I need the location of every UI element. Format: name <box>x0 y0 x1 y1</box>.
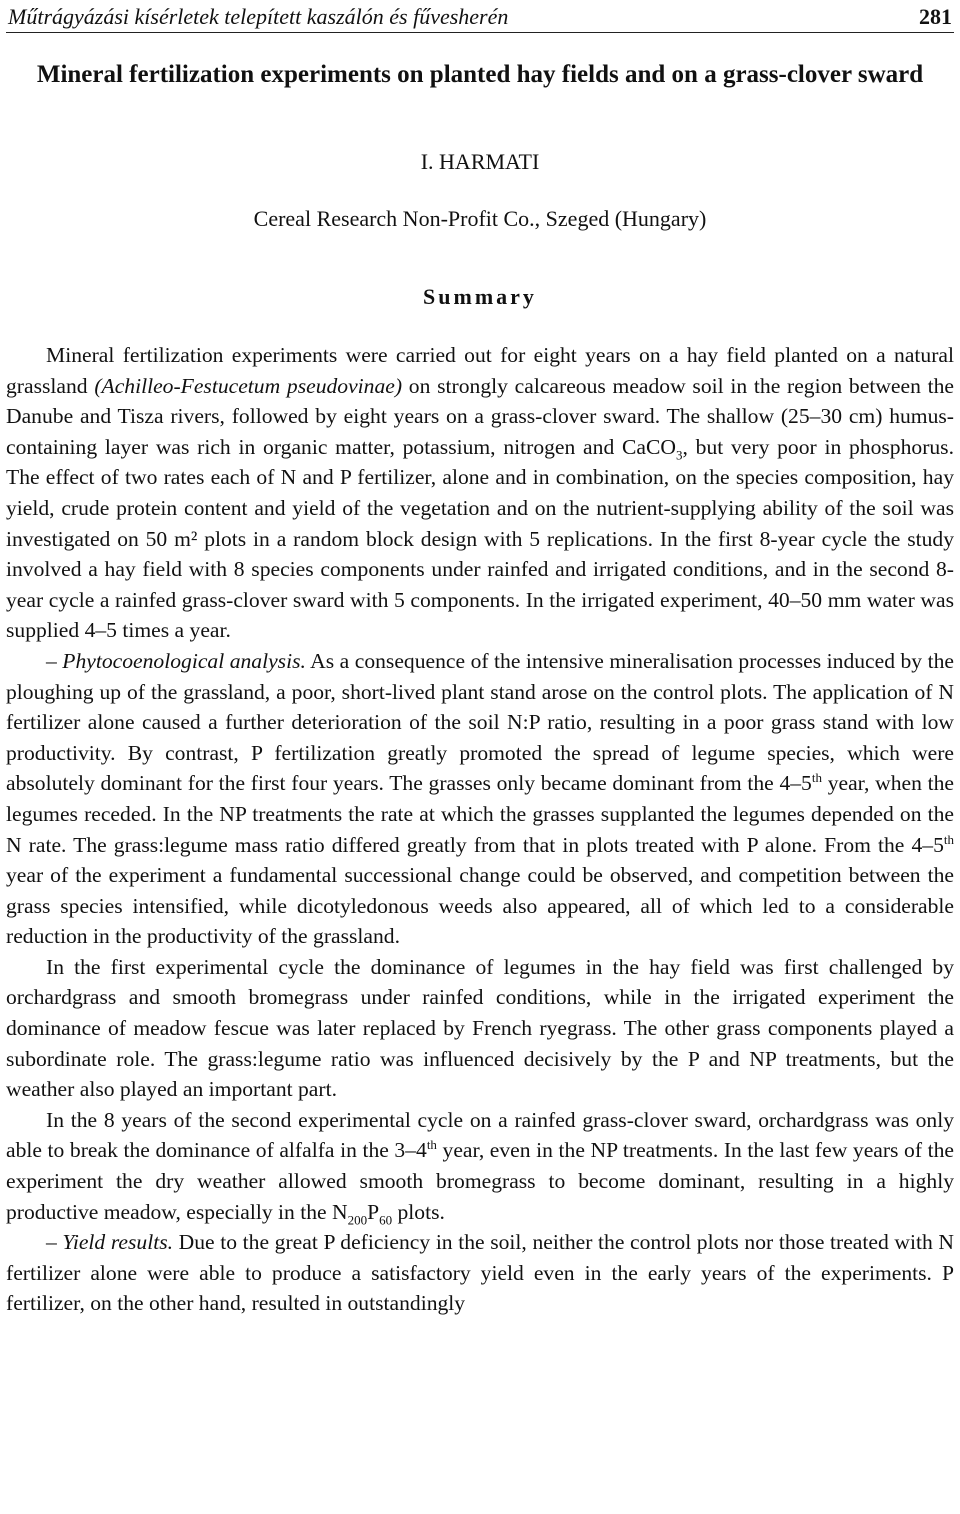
summary-paragraph-5 <box>6 1227 954 1319</box>
text-run: Mineral fertilization experiments were carried out for eight years on a hay field planted on a natural grassland <box>6 343 954 398</box>
summary-paragraph-3: In the first experimental cycle the dominance of legumes in the hay field was first challenged by orchardgrass and smooth bromegrass under rainfed conditions, while in the irrigated experiment the dominance of meadow fescue was later replaced by French ryegrass. The other grass components played a subordinate role. The grass:legume ratio was influenced decisively by the P and NP treatments, but the weather also played an important part. <box>6 954 954 1102</box>
section-lead: Yield results. <box>62 1230 174 1255</box>
page-number: 281 <box>919 4 952 29</box>
text-run: , but very poor in phosphorus. The effect of two rates each of N and P fertilizer, alone and in combination, on the species composition, hay yield, crude protein content and yield of the vegetation and on the nutrient-supplying ability of the soil was investigated on 50 m² plots in a random block design with 5 replications. In the first 8-year cycle the study involved a hay field with 8 species components under rainfed and irrigated conditions, and in the second 8-year cycle a rainfed grass-clover sward with 5 components. In the irrigated experiment, 40–50 mm water was supplied 4–5 times a year. <box>6 434 954 643</box>
summary-body <box>6 340 954 1319</box>
text-run: P <box>367 1199 380 1224</box>
text-run: As a consequence of the intensive mineralisation processes induced by the ploughing up of the grassland, a poor, short-lived plant stand arose on the control plots. The application of N fertilizer alone caused a further deterioration of the soil N:P ratio, resulting in a poor grass stand with low productivity. By contrast, P fertilization greatly promoted the spread of legume species, which were absolutely dominant for the first four years. The grasses only became dominant from the 4–5 <box>6 648 954 796</box>
summary-paragraph-1 <box>6 340 954 646</box>
superscript: th <box>426 1137 437 1153</box>
affiliation: Cereal Research Non-Profit Co., Szeged (Hungary) <box>253 206 707 231</box>
subscript: 200 <box>347 1211 368 1227</box>
paper-title: Mineral fertilization experiments on planted hay fields and on a grass-clover sward <box>36 61 924 88</box>
section-lead: Phytocoenological analysis. <box>62 648 306 673</box>
summary-heading: Summary <box>423 284 537 309</box>
author: I. HARMATI <box>420 149 540 174</box>
subscript: 60 <box>379 1211 393 1227</box>
summary-paragraph-2 <box>6 646 954 952</box>
summary-paragraph-4 <box>6 1105 954 1227</box>
text-run: plots. <box>392 1199 445 1224</box>
subscript: 3 <box>675 447 683 463</box>
text-run: Due to the great P deficiency in the soil, neither the control plots nor those treated with N fertilizer alone were able to produce a satisfactory yield even in the early years of the experiments. P fertilizer, on the other hand, resulted in outstandingly <box>6 1230 955 1316</box>
text-run: on strongly calcareous meadow soil in the region between the Danube and Tisza rivers, followed by eight years on a grass-clover sward. The shallow (25–30 cm) humus-containing layer was rich in organic matter, potassium, nitrogen and CaCO <box>6 373 954 459</box>
superscript: th <box>943 831 954 847</box>
dash: – <box>46 1230 63 1255</box>
text-run: year, when the legumes receded. In the NP treatments the rate at which the grasses supplanted the legumes depended on the N rate. The grass:legume mass ratio differed greatly from that in plots treated with P alone. From the 4–5 <box>6 771 954 857</box>
superscript: th <box>811 770 822 786</box>
dash: – <box>46 648 63 673</box>
text-run: year of the experiment a fundamental successional change could be observed, and competition between the grass species intensified, while dicotyledonous weeds also appeared, all of which led to a considerable reduction in the productivity of the grassland. <box>6 863 954 949</box>
running-head-title: Műtrágyázási kísérletek telepített kaszálón és fűvesherén <box>8 4 509 29</box>
species-name: (Achilleo-Festucetum pseudovinae) <box>94 373 403 398</box>
text-run: In the 8 years of the second experimental cycle on a rainfed grass-clover sward, orchardgrass was only able to break the dominance of alfalfa in the 3–4 <box>6 1107 954 1163</box>
text-run: year, even in the NP treatments. In the last few years of the experiment the dry weather allowed smooth bromegrass to become dominant, resulting in a highly productive meadow, especially in the N <box>6 1138 954 1224</box>
running-head <box>6 2 954 33</box>
